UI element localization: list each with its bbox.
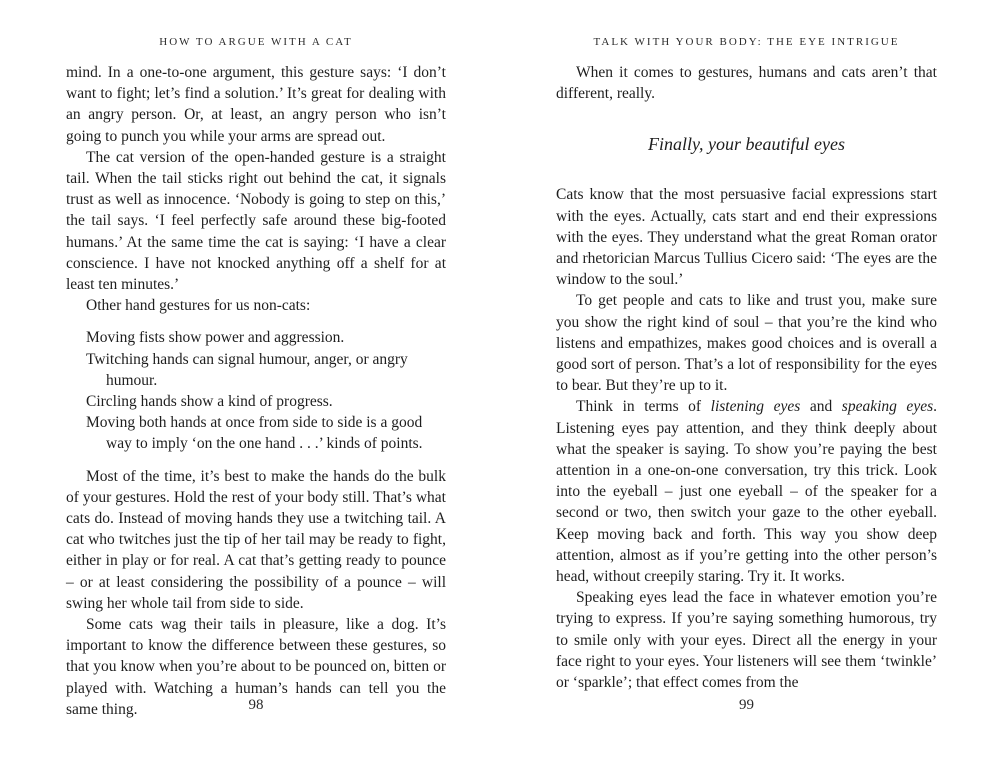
- body-paragraph: When it comes to gestures, humans and cats aren’t that different, really.: [556, 64, 937, 103]
- list-item: Moving fists show power and aggression.: [86, 329, 345, 347]
- list-item: Moving both hands at once from side to side is a good way to imply ‘on the one hand . . .’ kinds of points.: [86, 414, 423, 453]
- left-page-number: 98: [248, 697, 264, 713]
- term-speaking-eyes: speaking eyes: [841, 398, 934, 416]
- list-item: Twitching hands can signal humour, anger, or angry humour.: [86, 350, 408, 389]
- right-page: [556, 0, 937, 768]
- paragraph-joiner: and: [800, 398, 842, 416]
- paragraph-lead: Think in terms of: [576, 398, 711, 416]
- body-paragraph: Some cats wag their tails in pleasure, like a dog. It’s important to know the difference between these gestures, so that you know when you’re about to be pounced on, bitten or played with. Watching a human’s hands can tell you the same thing.: [66, 616, 446, 718]
- paragraph-rest: . Listening eyes pay attention, and they think deeply about what the speaker is saying. To show you’re paying the best attention in a one-on-one conversation, try this trick. Look into the eyeball – just one eyeball – of the speaker for a second or two, then switch your gaze to the other eyeball. Keep moving back and forth. This way you show deep attention, almost as if you’re getting into the other person’s head, without creepily staring. Try it. It works.: [556, 398, 937, 586]
- hand-gestures-list: [86, 327, 446, 454]
- body-paragraph: To get people and cats to like and trust you, make sure you show the right kind of soul – that you’re the kind who listens and empathizes, makes good choices and is overall a good sort of person. That’s a lot of responsibility for the eyes to bear. But they’re up to it.: [556, 292, 937, 395]
- left-running-head: HOW TO ARGUE WITH A CAT: [159, 36, 353, 48]
- left-page: [66, 0, 446, 768]
- body-paragraph: Most of the time, it’s best to make the hands do the bulk of your gestures. Hold the rest of your body still. That’s what cats do. Instead of moving hands they use a twitching tail. A cat who twitches just the tip of her tail may be ready to fight, either in play or for real. A cat that’s getting ready to pounce – or at least considering the possibility of a pounce – will swing her whole tail from side to side.: [66, 467, 446, 612]
- left-page-body: [66, 62, 446, 720]
- right-page-body: [556, 62, 937, 693]
- list-item: Circling hands show a kind of progress.: [86, 393, 333, 411]
- body-paragraph: Other hand gestures for us non-cats:: [86, 297, 311, 315]
- body-paragraph: [556, 396, 937, 587]
- body-paragraph: mind. In a one-to-one argument, this gesture says: ‘I don’t want to fight; let’s find a solution.’ It’s great for dealing with an angry person. Or, at least, an angry person who isn’t going to punch you while your arms are spread out.: [66, 64, 446, 145]
- right-running-head: TALK WITH YOUR BODY: THE EYE INTRIGUE: [593, 36, 900, 48]
- body-paragraph: Speaking eyes lead the face in whatever emotion you’re trying to express. If you’re saying something humorous, try to smile only with your eyes. Direct all the energy in your face right to your eyes. Your listeners will see them ‘twinkle’ or ‘sparkle’; that effect comes from the: [556, 589, 937, 692]
- body-paragraph: Cats know that the most persuasive facial expressions start with the eyes. Actually, cats start and end their expressions with the eyes. They understand what the great Roman orator and rhetorician Marcus Tullius Cicero said: ‘The eyes are the window to the soul.’: [556, 186, 937, 289]
- term-listening-eyes: listening eyes: [710, 398, 801, 416]
- section-heading: Finally, your beautiful eyes: [648, 134, 845, 155]
- right-page-number: 99: [739, 697, 754, 713]
- body-paragraph: The cat version of the open-handed gesture is a straight tail. When the tail sticks right out behind the cat, it signals trust as well as innocence. ‘Nobody is going to step on this,’ the tail says. ‘I feel perfectly safe around these big-footed humans.’ At the same time the cat is saying: ‘I have a clear conscience. I have not knocked anything off a shelf for at least ten minutes.’: [66, 148, 446, 294]
